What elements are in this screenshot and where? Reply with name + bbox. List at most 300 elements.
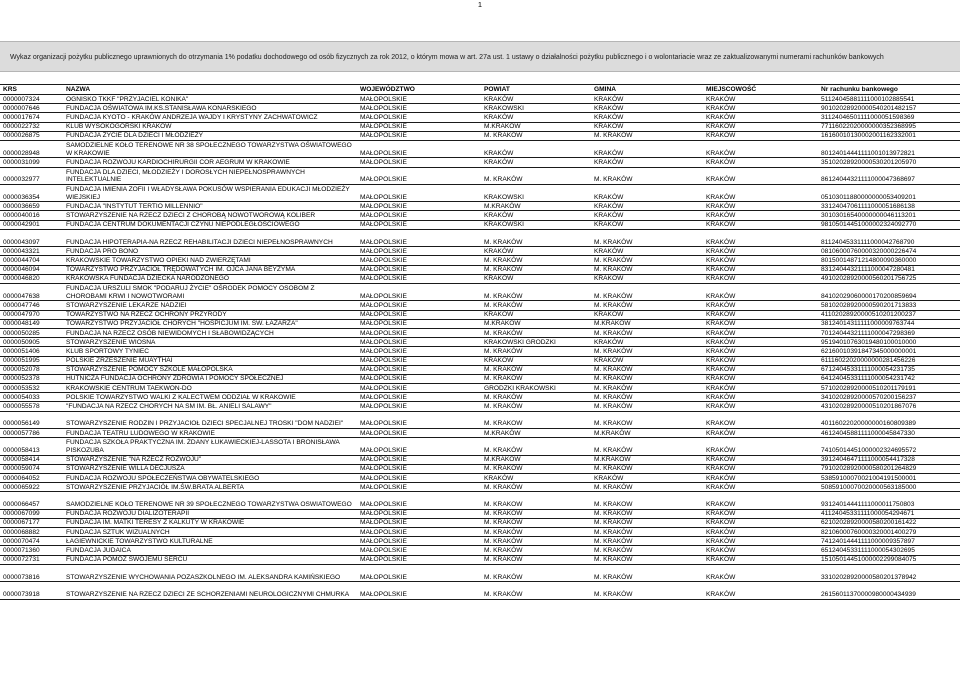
cell-name: FUNDACJA CENTRUM DOKUMENTACJI CZYNU NIEPODLEGŁOŚCIOWEGO — [63, 220, 357, 229]
table-row — [0, 184, 960, 201]
cell-commune: KRAKÓW — [591, 220, 703, 229]
cell-town: KRAKÓW — [703, 455, 818, 464]
cell-town: KRAKÓW — [703, 131, 818, 140]
table-row — [0, 455, 960, 464]
cell-county: M. KRAKÓW — [481, 238, 591, 247]
cell-krs: 0000047746 — [0, 301, 63, 310]
cell-town: KRAKÓW — [703, 384, 818, 393]
column-header-commune: GMINA — [591, 85, 703, 95]
cell-county: M. KRAKÓW — [481, 328, 591, 337]
cell-krs: 0000047970 — [0, 310, 63, 319]
cell-commune: KRAKÓW — [591, 184, 703, 201]
cell-krs: 0000031099 — [0, 158, 63, 167]
cell-county: M.KRAKÓW — [481, 202, 591, 211]
table-row — [0, 265, 960, 274]
cell-krs: 0000051406 — [0, 347, 63, 356]
cell-commune: M. KRAKÓW — [591, 347, 703, 356]
cell-town: KRAKÓW — [703, 95, 818, 104]
cell-commune: KRAKÓW — [591, 211, 703, 220]
cell-voivodeship: MAŁOPOLSKIE — [357, 564, 481, 581]
cell-krs: 0000068882 — [0, 528, 63, 537]
cell-name: STOWARZYSZENIE PRZYJACIÓŁ IM.ŚW.BRATA ALBERTA — [63, 483, 357, 492]
cell-name: FUNDACJA SZTUK WIZUALNYCH — [63, 528, 357, 537]
cell-town: KRAKÓW — [703, 113, 818, 122]
table-row — [0, 283, 960, 300]
header-row — [0, 85, 960, 95]
table-row — [0, 384, 960, 393]
table-row — [0, 301, 960, 310]
cell-krs: 0000051995 — [0, 356, 63, 365]
cell-account: 95194010763019480100010000 — [818, 338, 960, 347]
table-row — [0, 402, 960, 411]
cell-town: KRAKÓW — [703, 393, 818, 402]
cell-account: 26156011370000980000434939 — [818, 590, 960, 599]
cell-krs: 0000043321 — [0, 247, 63, 256]
cell-name: STOWARZYSZENIE NA RZECZ DZIECI ZE SCHORZENIAMI NEUROLOGICZNYMI CHMURKA — [63, 590, 357, 599]
cell-account: 51124045881111000102885541 — [818, 95, 960, 104]
table-row — [0, 429, 960, 438]
cell-town: KRAKÓW — [703, 464, 818, 473]
table-row — [0, 509, 960, 518]
cell-county: M.KRAKÓW — [481, 455, 591, 464]
cell-krs: 0000007646 — [0, 104, 63, 113]
cell-voivodeship: MAŁOPOLSKIE — [357, 131, 481, 140]
cell-county: M. KRAKÓW — [481, 402, 591, 411]
cell-voivodeship: MAŁOPOLSKIE — [357, 464, 481, 473]
cell-county: M. KRAKÓW — [481, 374, 591, 383]
cell-krs: 0000036659 — [0, 202, 63, 211]
cell-voivodeship: MAŁOPOLSKIE — [357, 537, 481, 546]
cell-town: KRAKÓW — [703, 328, 818, 337]
cell-town: KRAKÓW — [703, 374, 818, 383]
cell-name: KLUB WYSOKOGÓRSKI KRAKÓW — [63, 122, 357, 131]
cell-name: KRAKOWSKIE TOWARZYSTWO OPIEKI NAD ZWIERZĘTAMI — [63, 256, 357, 265]
cell-krs: 0000046094 — [0, 265, 63, 274]
cell-town: KRAKÓW — [703, 483, 818, 492]
spacer-row — [0, 582, 960, 591]
organizations-table — [0, 84, 960, 600]
cell-name: STOWARZYSZENIE LEKARZE NADZIEI — [63, 301, 357, 310]
cell-county: KRAKÓW — [481, 113, 591, 122]
cell-voivodeship: MAŁOPOLSKIE — [357, 256, 481, 265]
spacer-row — [0, 411, 960, 420]
cell-krs: 0000059074 — [0, 464, 63, 473]
cell-town: KRAKÓW — [703, 256, 818, 265]
cell-krs: 0000058413 — [0, 438, 63, 455]
cell-voivodeship: MAŁOPOLSKIE — [357, 95, 481, 104]
cell-name: TOWARZYSTWO PRZYJACIÓŁ TRĘDOWATYCH IM. OJCA JANA BEYZYMA — [63, 265, 357, 274]
cell-voivodeship: MAŁOPOLSKIE — [357, 384, 481, 393]
cell-commune: M. KRAKÓW — [591, 501, 703, 510]
cell-name: TOWARZYSTWO PRZYJACIÓŁ CHORYCH "HOSPICJUM IM. ŚW. ŁAZARZA" — [63, 319, 357, 328]
cell-account: 90102028920000540201482157 — [818, 104, 960, 113]
cell-name: "FUNDACJA NA RZECZ CHORYCH NA SM IM. BŁ. ANIELI SALAWY" — [63, 402, 357, 411]
cell-commune: M. KRAKÓW — [591, 509, 703, 518]
cell-county: KRAKÓW — [481, 356, 591, 365]
cell-voivodeship: MAŁOPOLSKIE — [357, 158, 481, 167]
cell-account: 31124046501111000051598369 — [818, 113, 960, 122]
cell-town: KRAKÓW — [703, 122, 818, 131]
table-row — [0, 374, 960, 383]
table-row — [0, 113, 960, 122]
cell-account: 05103011880000000053409201 — [818, 184, 960, 201]
table-row — [0, 483, 960, 492]
cell-account: 43102028920000510201867076 — [818, 402, 960, 411]
table-row — [0, 310, 960, 319]
cell-county: M. KRAKÓW — [481, 464, 591, 473]
cell-county: KRAKÓW — [481, 247, 591, 256]
cell-county: M. KRAKÓW — [481, 131, 591, 140]
cell-commune: M. KRAKÓW — [591, 238, 703, 247]
table-row — [0, 131, 960, 140]
cell-krs: 0000040016 — [0, 211, 63, 220]
cell-commune: KRAKÓW — [591, 473, 703, 482]
cell-commune: M. KRAKÓW — [591, 555, 703, 564]
table-row — [0, 537, 960, 546]
cell-commune: M. KRAKÓW — [591, 384, 703, 393]
cell-county: KRAKOWSKI — [481, 184, 591, 201]
cell-commune: KRAKÓW — [591, 104, 703, 113]
cell-voivodeship: MAŁOPOLSKIE — [357, 283, 481, 300]
table-row — [0, 438, 960, 455]
cell-krs: 0000072731 — [0, 555, 63, 564]
table-row — [0, 420, 960, 429]
column-header-name: NAZWA — [63, 85, 357, 95]
cell-krs: 0000067177 — [0, 518, 63, 527]
cell-name: FUNDACJA ROZWOJU SPOŁECZEŃSTWA OBYWATELSKIEGO — [63, 473, 357, 482]
cell-town: KRAKÓW — [703, 429, 818, 438]
cell-name: FUNDACJA URSZULI SMOK "PODARUJ ŻYCIE" OŚRODEK POMOCY OSOBOM Z CHOROBAMI KRWI I NOWOTWORAMI — [63, 283, 357, 300]
cell-commune: M.KRAKÓW — [591, 319, 703, 328]
cell-commune: M. KRAKÓW — [591, 402, 703, 411]
cell-account: 81124045331111000042768790 — [818, 238, 960, 247]
cell-krs: 0000046820 — [0, 274, 63, 283]
cell-county: KRAKOWSKI — [481, 220, 591, 229]
cell-county: M. KRAKÓW — [481, 420, 591, 429]
cell-town: KRAKÓW — [703, 438, 818, 455]
cell-town: KRAKÓW — [703, 202, 818, 211]
cell-name: KLUB SPORTOWY TYNIEC — [63, 347, 357, 356]
cell-name: FUNDACJA ROZWOJU KARDIOCHIRURGII COR AEGRUM W KRAKOWIE — [63, 158, 357, 167]
cell-name: FUNDACJA JUDAICA — [63, 546, 357, 555]
cell-account: 98105014451000002324092770 — [818, 220, 960, 229]
cell-town: KRAKÓW — [703, 265, 818, 274]
cell-account: 80150014871214800090360000 — [818, 256, 960, 265]
cell-account: 86124044321111000047368697 — [818, 167, 960, 184]
spacer-row — [0, 229, 960, 238]
cell-town: KRAKÓW — [703, 158, 818, 167]
cell-krs: 0000057786 — [0, 429, 63, 438]
cell-town: KRAKÓW — [703, 140, 818, 157]
cell-krs: 0000050905 — [0, 338, 63, 347]
cell-account: 70124044321111000047298369 — [818, 328, 960, 337]
cell-county: M. KRAKÓW — [481, 283, 591, 300]
cell-commune: M. KRAKÓW — [591, 528, 703, 537]
spacer-cell — [0, 411, 960, 420]
cell-voivodeship: MAŁOPOLSKIE — [357, 455, 481, 464]
cell-county: M. KRAKÓW — [481, 438, 591, 455]
cell-town: KRAKÓW — [703, 402, 818, 411]
table-row — [0, 319, 960, 328]
cell-account: 57102028920000510201179191 — [818, 384, 960, 393]
cell-voivodeship: MAŁOPOLSKIE — [357, 184, 481, 201]
cell-commune: KRAKÓW — [591, 356, 703, 365]
cell-account: 79102028920000580201264829 — [818, 464, 960, 473]
cell-county: M.KRAKÓW — [481, 319, 591, 328]
cell-commune: KRAKÓW — [591, 158, 703, 167]
cell-town: KRAKÓW — [703, 528, 818, 537]
cell-voivodeship: MAŁOPOLSKIE — [357, 104, 481, 113]
table-row — [0, 555, 960, 564]
cell-county: M.KRAKÓW — [481, 429, 591, 438]
cell-commune: M. KRAKÓW — [591, 438, 703, 455]
cell-voivodeship: MAŁOPOLSKIE — [357, 555, 481, 564]
table-row — [0, 247, 960, 256]
cell-name: FUNDACJA TEATRU LUDOWEGO W KRAKOWIE — [63, 429, 357, 438]
cell-account: 33124047061111000051686138 — [818, 202, 960, 211]
cell-name: POLSKIE ZRZESZENIE MUAYTHAI — [63, 356, 357, 365]
column-header-account: Nr rachunku bankowego — [818, 85, 960, 95]
cell-town: KRAKÓW — [703, 555, 818, 564]
cell-voivodeship: MAŁOPOLSKIE — [357, 238, 481, 247]
cell-town: KRAKÓW — [703, 356, 818, 365]
cell-account: 15105014451000002299084075 — [818, 555, 960, 564]
cell-town: KRAKÓW — [703, 238, 818, 247]
cell-town: KRAKÓW — [703, 473, 818, 482]
cell-account: 62160010391847345000000001 — [818, 347, 960, 356]
cell-krs: 0000026875 — [0, 131, 63, 140]
cell-town: KRAKÓW — [703, 590, 818, 599]
cell-account: 41102028920000510201200237 — [818, 310, 960, 319]
cell-county: M. KRAKÓW — [481, 537, 591, 546]
cell-county: M. KRAKÓW — [481, 564, 591, 581]
cell-county: KRAKOWSKI GRODZKI — [481, 338, 591, 347]
cell-voivodeship: MAŁOPOLSKIE — [357, 429, 481, 438]
cell-voivodeship: MAŁOPOLSKIE — [357, 113, 481, 122]
cell-name: FUNDACJA KYOTO - KRAKÓW ANDRZEJA WAJDY I KRYSTYNY ZACHWATOWICZ — [63, 113, 357, 122]
cell-account: 53859100070021004191500001 — [818, 473, 960, 482]
cell-county: M. KRAKÓW — [481, 590, 591, 599]
cell-commune: M. KRAKÓW — [591, 546, 703, 555]
cell-town: KRAKÓW — [703, 501, 818, 510]
table-row — [0, 338, 960, 347]
spacer-row — [0, 492, 960, 501]
table-row — [0, 122, 960, 131]
table-row — [0, 158, 960, 167]
cell-town: KRAKÓW — [703, 564, 818, 581]
cell-voivodeship: MAŁOPOLSKIE — [357, 528, 481, 537]
table-row — [0, 202, 960, 211]
cell-krs: 0000052378 — [0, 374, 63, 383]
cell-krs: 0000052078 — [0, 365, 63, 374]
cell-county: KRAKÓW — [481, 140, 591, 157]
cell-name: POLSKIE TOWARZYSTWO WALKI Z KALECTWEM ODDZIAŁ W KRAKOWIE — [63, 393, 357, 402]
cell-krs: 0000042901 — [0, 220, 63, 229]
cell-commune: M. KRAKÓW — [591, 564, 703, 581]
cell-commune: M. KRAKÓW — [591, 256, 703, 265]
cell-county: KRAKÓW — [481, 95, 591, 104]
column-header-town: MIEJSCOWOŚĆ — [703, 85, 818, 95]
cell-voivodeship: MAŁOPOLSKIE — [357, 338, 481, 347]
cell-account: 67124045331111000054231735 — [818, 365, 960, 374]
cell-account: 39124046471111000054417328 — [818, 455, 960, 464]
cell-town: KRAKÓW — [703, 319, 818, 328]
cell-krs: 0000047638 — [0, 283, 63, 300]
cell-account: 38124014311111000009763744 — [818, 319, 960, 328]
cell-voivodeship: MAŁOPOLSKIE — [357, 122, 481, 131]
cell-account: 49102028920000560201756725 — [818, 274, 960, 283]
cell-voivodeship: MAŁOPOLSKIE — [357, 374, 481, 383]
cell-commune: KRAKÓW — [591, 95, 703, 104]
cell-voivodeship: MAŁOPOLSKIE — [357, 220, 481, 229]
cell-account: 16160010130002001162332001 — [818, 131, 960, 140]
cell-krs: 0000073918 — [0, 590, 63, 599]
cell-voivodeship: MAŁOPOLSKIE — [357, 301, 481, 310]
cell-account: 74105014451000002324695572 — [818, 438, 960, 455]
cell-account: 46124045881111000045847330 — [818, 429, 960, 438]
table-row — [0, 393, 960, 402]
column-header-county: POWIAT — [481, 85, 591, 95]
cell-commune: M. KRAKÓW — [591, 328, 703, 337]
cell-krs: 0000056149 — [0, 420, 63, 429]
cell-commune: KRAKÓW — [591, 202, 703, 211]
cell-name: STOWARZYSZENIE WYCHOWANIA POZASZKOLNEGO IM. ALEKSANDRA KAMIŃSKIEGO — [63, 564, 357, 581]
cell-commune: M. KRAKÓW — [591, 537, 703, 546]
column-header-krs: KRS — [0, 85, 63, 95]
cell-voivodeship: MAŁOPOLSKIE — [357, 365, 481, 374]
cell-account: 50859100070020000563185000 — [818, 483, 960, 492]
cell-account: 40116022020000000160809389 — [818, 420, 960, 429]
cell-account: 82106000760000320001400279 — [818, 528, 960, 537]
cell-commune: M. KRAKÓW — [591, 464, 703, 473]
cell-county: KRAKÓW — [481, 310, 591, 319]
cell-name: FUNDACJA IM. MATKI TERESY Z KALKUTY W KRAKOWIE — [63, 518, 357, 527]
cell-commune: KRAKÓW — [591, 310, 703, 319]
cell-name: FUNDACJA NA RZECZ OSÓB NIEWIDOMYCH I SŁABOWIDZĄCYCH — [63, 328, 357, 337]
table-row — [0, 564, 960, 581]
cell-voivodeship: MAŁOPOLSKIE — [357, 211, 481, 220]
cell-commune: M. KRAKÓW — [591, 590, 703, 599]
spacer-cell — [0, 582, 960, 591]
table-row — [0, 501, 960, 510]
cell-county: KRAKOWSKI — [481, 104, 591, 113]
cell-name: FUNDACJA ROZWOJU DIALIZOTERAPII — [63, 509, 357, 518]
cell-voivodeship: MAŁOPOLSKIE — [357, 590, 481, 599]
cell-town: KRAKÓW — [703, 509, 818, 518]
table-row — [0, 211, 960, 220]
cell-town: KRAKÓW — [703, 247, 818, 256]
cell-account: 58102028920000590201713833 — [818, 301, 960, 310]
cell-town: KRAKÓW — [703, 184, 818, 201]
cell-commune: M. KRAKÓW — [591, 131, 703, 140]
cell-voivodeship: MAŁOPOLSKIE — [357, 274, 481, 283]
table-row — [0, 140, 960, 157]
cell-krs: 0000054033 — [0, 393, 63, 402]
cell-town: KRAKÓW — [703, 104, 818, 113]
cell-commune: KRAKÓW — [591, 113, 703, 122]
cell-name: SAMODZIELNE KOŁO TERENOWE NR 39 SPOŁECZNEGO TOWARZYSTWA OŚWIATOWEGO — [63, 501, 357, 510]
cell-county: M. KRAKÓW — [481, 528, 591, 537]
cell-voivodeship: MAŁOPOLSKIE — [357, 438, 481, 455]
cell-voivodeship: MAŁOPOLSKIE — [357, 546, 481, 555]
cell-name: STOWARZYSZENIE RODZIN I PRZYJACIÓŁ DZIECI SPECJALNEJ TROSKI "DOM NADZIEI" — [63, 420, 357, 429]
table-row — [0, 274, 960, 283]
cell-voivodeship: MAŁOPOLSKIE — [357, 347, 481, 356]
cell-commune: M. KRAKÓW — [591, 420, 703, 429]
cell-krs: 0000017674 — [0, 113, 63, 122]
cell-account: 64124045331111000054231742 — [818, 374, 960, 383]
document-title: Wykaz organizacji pożytku publicznego uprawnionych do otrzymania 1% podatku dochodowego od osób fizycznych za rok 2012, o którym mowa w art. 27a ust. 1 ustawy o działalności pożytku publicznego i o wolontariacie wraz ze zaktualizowanymi numerami rachunków bankowych — [10, 54, 884, 61]
cell-krs: 0000032977 — [0, 167, 63, 184]
spacer-cell — [0, 492, 960, 501]
cell-name: STOWARZYSZENIE WILLA DECJUSZA — [63, 464, 357, 473]
cell-county: GRODZKI KRAKOWSKI — [481, 384, 591, 393]
cell-account: 33102028920000580201378942 — [818, 564, 960, 581]
cell-name: STOWARZYSZENIE WIOSNA — [63, 338, 357, 347]
cell-county: M. KRAKÓW — [481, 483, 591, 492]
cell-krs: 0000044704 — [0, 256, 63, 265]
cell-county: M. KRAKÓW — [481, 256, 591, 265]
cell-voivodeship: MAŁOPOLSKIE — [357, 473, 481, 482]
cell-town: KRAKÓW — [703, 420, 818, 429]
cell-account: 62102028920000580200161422 — [818, 518, 960, 527]
cell-krs: 0000053532 — [0, 384, 63, 393]
table-row — [0, 256, 960, 265]
cell-commune: KRAKÓW — [591, 140, 703, 157]
cell-county: M. KRAKÓW — [481, 301, 591, 310]
table-row — [0, 104, 960, 113]
cell-voivodeship: MAŁOPOLSKIE — [357, 501, 481, 510]
cell-county: M. KRAKÓW — [481, 518, 591, 527]
cell-krs: 0000066457 — [0, 501, 63, 510]
cell-commune: M. KRAKÓW — [591, 374, 703, 383]
cell-commune: KRAKÓW — [591, 274, 703, 283]
cell-account: 80124014441111001013972821 — [818, 140, 960, 157]
table-row — [0, 220, 960, 229]
cell-name: FUNDACJA ŻYCIE DLA DZIECI I MŁODZIEŻY — [63, 131, 357, 140]
cell-voivodeship: MAŁOPOLSKIE — [357, 319, 481, 328]
cell-voivodeship: MAŁOPOLSKIE — [357, 420, 481, 429]
cell-town: KRAKÓW — [703, 338, 818, 347]
table-row — [0, 546, 960, 555]
cell-name: ŁAGIEWNICKIE TOWARZYSTWO KULTURALNE — [63, 537, 357, 546]
cell-commune: M.KRAKÓW — [591, 429, 703, 438]
cell-name: FUNDACJA IMIENIA ZOFII I WŁADYSŁAWA POKUSÓW WSPIERANIA EDUKACJI MŁODZIEŻY WIEJSKIEJ — [63, 184, 357, 201]
cell-voivodeship: MAŁOPOLSKIE — [357, 356, 481, 365]
table-row — [0, 518, 960, 527]
cell-name: FUNDACJA "INSTYTUT TERTIO MILLENNIO" — [63, 202, 357, 211]
cell-county: M. KRAKÓW — [481, 393, 591, 402]
cell-commune: M.KRAKÓW — [591, 455, 703, 464]
cell-voivodeship: MAŁOPOLSKIE — [357, 265, 481, 274]
cell-account: 41124045331111000054294671 — [818, 509, 960, 518]
cell-town: KRAKÓW — [703, 167, 818, 184]
cell-county: M. KRAKÓW — [481, 546, 591, 555]
table-row — [0, 528, 960, 537]
cell-county: M. KRAKÓW — [481, 365, 591, 374]
cell-krs: 0000071360 — [0, 546, 63, 555]
cell-account: 77116022020000000352368995 — [818, 122, 960, 131]
cell-krs: 0000036354 — [0, 184, 63, 201]
cell-county: KRAKÓW — [481, 274, 591, 283]
cell-name: FUNDACJA SZKOŁA PRAKTYCZNA IM. ŻDANY ŁUKAWIECKIEJ-LASSOTA I BRONISŁAWA PISKOZUBA — [63, 438, 357, 455]
cell-town: KRAKÓW — [703, 310, 818, 319]
table-row — [0, 473, 960, 482]
cell-voivodeship: MAŁOPOLSKIE — [357, 140, 481, 157]
cell-town: KRAKÓW — [703, 220, 818, 229]
cell-voivodeship: MAŁOPOLSKIE — [357, 310, 481, 319]
cell-krs: 0000070474 — [0, 537, 63, 546]
